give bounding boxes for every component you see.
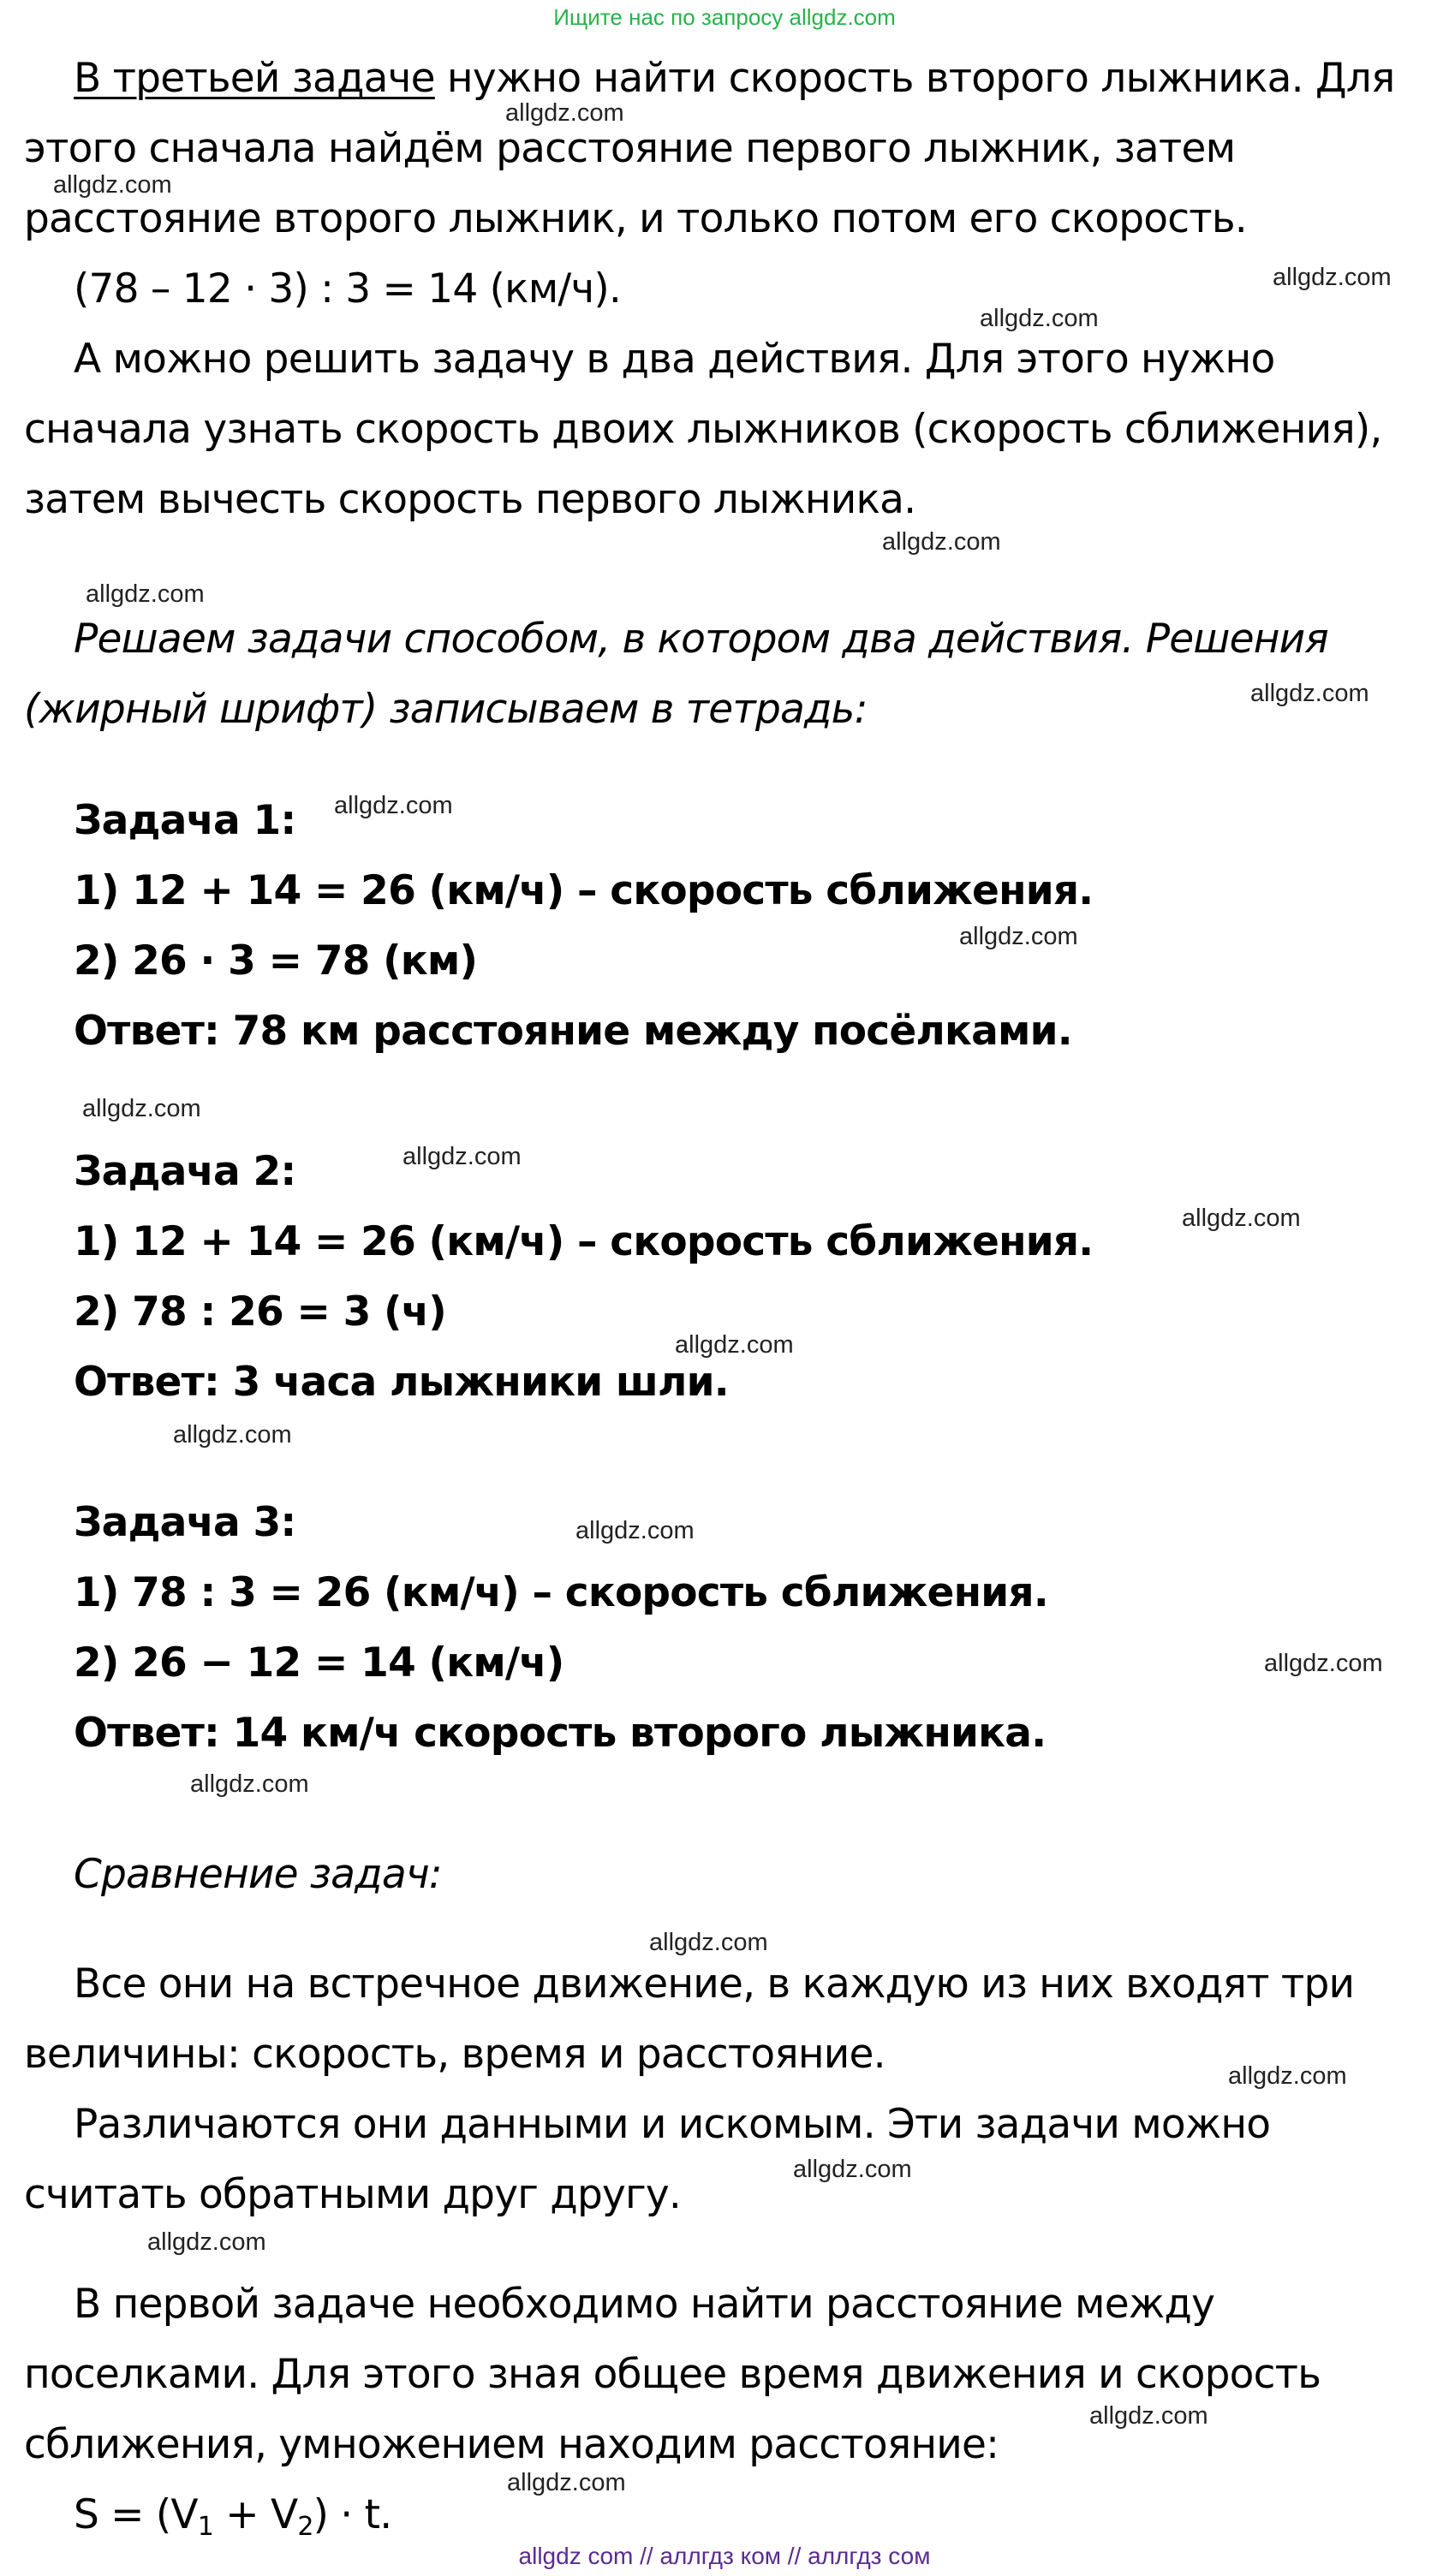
watermark: allgdz.com	[53, 171, 172, 199]
watermark: allgdz.com	[86, 580, 205, 608]
task3-title: Задача 3:	[74, 1499, 296, 1546]
comparison-heading: Сравнение задач:	[74, 1851, 442, 1898]
watermark: allgdz.com	[1264, 1650, 1383, 1677]
watermark: allgdz.com	[649, 1929, 768, 1956]
watermark: allgdz.com	[575, 1517, 695, 1544]
formula2-start: S = (V	[74, 2491, 198, 2538]
watermark: allgdz.com	[1089, 2402, 1208, 2430]
watermark: allgdz.com	[959, 923, 1078, 950]
para2-line1: А можно решить задачу в два действия. Для этого нужно	[74, 336, 1275, 383]
watermark: allgdz.com	[882, 528, 1001, 556]
task1-title: Задача 1:	[74, 797, 296, 844]
para1-line3: расстояние второго лыжник, и только потом его скорость.	[24, 195, 1247, 242]
watermark: allgdz.com	[980, 305, 1099, 332]
task1-step2: 2) 26 · 3 = 78 (км)	[74, 937, 478, 985]
watermark: allgdz.com	[1273, 264, 1392, 291]
footer-watermark: allgdz com // аллгдз ком // аллгдз сом	[518, 2543, 931, 2569]
formula2-sub1: 1	[197, 2512, 214, 2542]
underlined-phrase: В третьей задаче	[74, 55, 435, 102]
task2-step2: 2) 78 : 26 = 3 (ч)	[74, 1288, 446, 1336]
watermark: allgdz.com	[1182, 1205, 1301, 1232]
task3-answer: Ответ: 14 км/ч скорость второго лыжника.	[74, 1710, 1046, 1757]
watermark: allgdz.com	[334, 792, 453, 819]
watermark: allgdz.com	[1250, 680, 1369, 707]
para6-line2: поселками. Для этого зная общее время движения и скорость	[24, 2351, 1321, 2398]
formula2	[74, 2490, 391, 2541]
para3-line2: (жирный шрифт) записываем в тетрадь:	[24, 686, 868, 733]
watermark: allgdz.com	[82, 1095, 201, 1122]
watermark: allgdz.com	[507, 2469, 626, 2496]
watermark: allgdz.com	[190, 1770, 309, 1798]
para3-line1: Решаем задачи способом, в котором два действия. Решения	[74, 616, 1328, 663]
para5-line2: считать обратными друг другу.	[24, 2171, 682, 2218]
watermark: allgdz.com	[1228, 2062, 1347, 2090]
para4-line2: величины: скорость, время и расстояние.	[24, 2031, 886, 2078]
para1-line2: этого сначала найдём расстояние первого лыжник, затем	[24, 125, 1236, 172]
formula2-mid: + V	[213, 2491, 298, 2538]
formula1: (78 – 12 · 3) : 3 = 14 (км/ч).	[74, 265, 622, 312]
para1-line1	[74, 53, 1394, 104]
top-banner: Ищите нас по запросу allgdz.com	[553, 4, 896, 30]
formula2-end: ) · t.	[313, 2491, 392, 2538]
watermark: allgdz.com	[505, 99, 624, 127]
para4-line1: Все они на встречное движение, в каждую из них входят три	[74, 1960, 1355, 2008]
watermark: allgdz.com	[793, 2156, 912, 2183]
task2-title: Задача 2:	[74, 1148, 296, 1195]
task1-step1: 1) 12 + 14 = 26 (км/ч) – скорость сближения.	[74, 867, 1094, 914]
para5-line1: Различаются они данными и искомым. Эти задачи можно	[74, 2101, 1271, 2148]
formula2-sub2: 2	[297, 2512, 313, 2542]
watermark: allgdz.com	[402, 1143, 522, 1170]
para6-line1: В первой задаче необходимо найти расстояние между	[74, 2281, 1215, 2328]
task2-step1: 1) 12 + 14 = 26 (км/ч) – скорость сближения.	[74, 1218, 1094, 1265]
watermark: allgdz.com	[675, 1331, 794, 1359]
para6-line3: сближения, умножением находим расстояние:	[24, 2421, 999, 2468]
task3-step2: 2) 26 − 12 = 14 (км/ч)	[74, 1639, 564, 1687]
task1-answer: Ответ: 78 км расстояние между посёлками.	[74, 1008, 1072, 1055]
para2-line2: сначала узнать скорость двоих лыжников (скорость сближения),	[24, 406, 1382, 453]
watermark: allgdz.com	[147, 2228, 266, 2256]
watermark: allgdz.com	[173, 1421, 292, 1449]
para2-line3: затем вычесть скорость первого лыжника.	[24, 476, 916, 523]
para1-line1-rest: нужно найти скорость второго лыжника. Для	[434, 55, 1395, 102]
task3-step1: 1) 78 : 3 = 26 (км/ч) – скорость сближения.	[74, 1569, 1048, 1616]
task2-answer: Ответ: 3 часа лыжники шли.	[74, 1359, 729, 1406]
